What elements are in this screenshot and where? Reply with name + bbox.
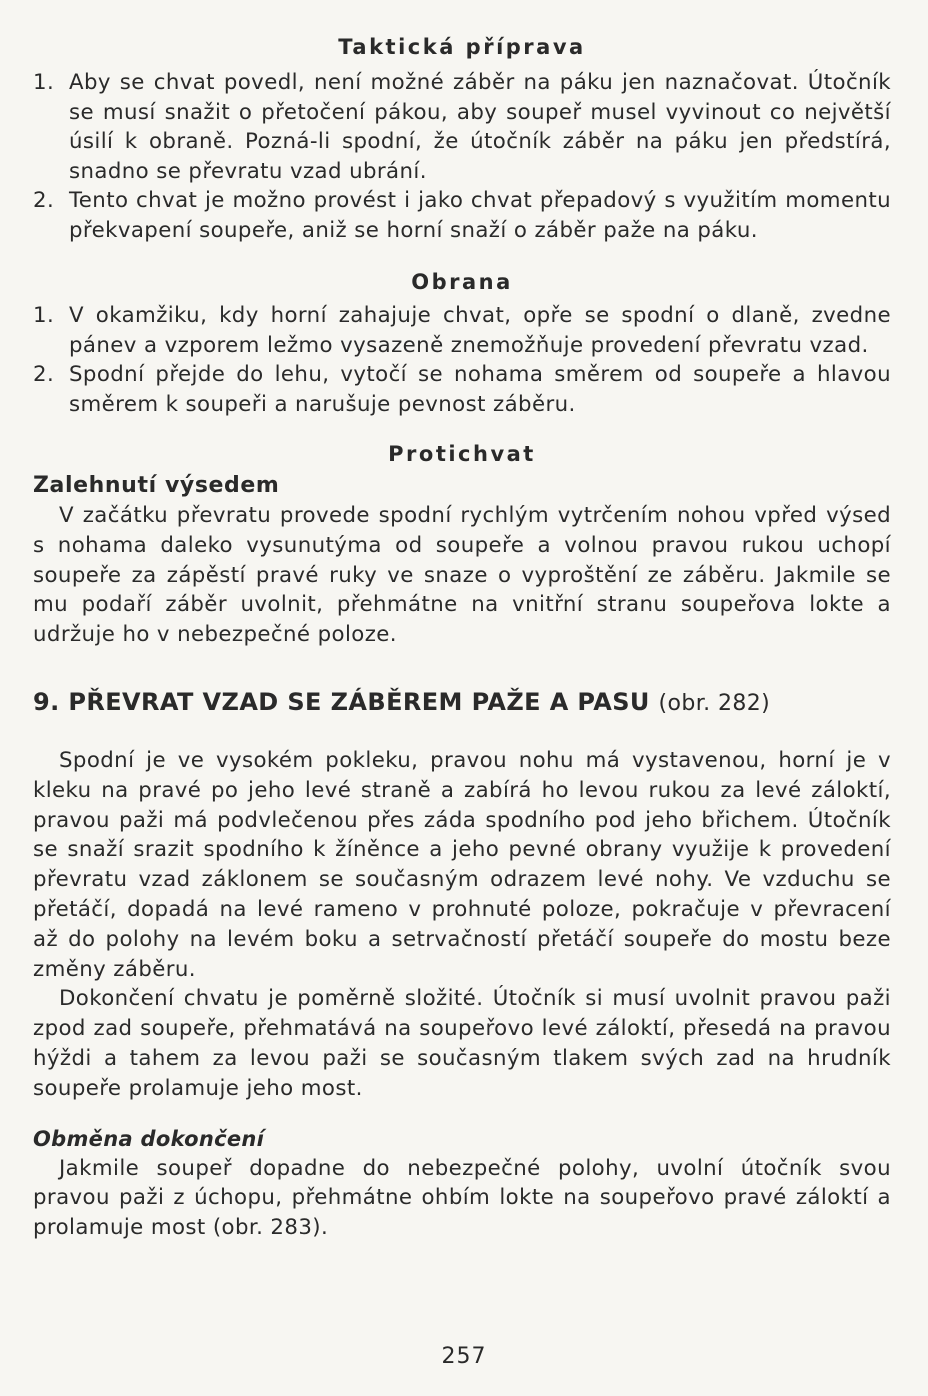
variation-paragraph: Jakmile soupeř dopadne do nebezpečné polohy, uvolní útočník svou pravou paži z úchopu, přehmátne ohbím lokte na soupeřovo pravé záloktí a prolamuje most (obr. 283). [33,1155,891,1241]
heading-takticka-priprava: Taktická příprava [338,35,586,59]
section-title-text: PŘEVRAT VZAD SE ZÁBĚREM PAŽE A PASU [68,687,650,716]
subheading-obmena-dokonceni: Obměna dokončení [33,1126,265,1151]
list-item-number: 1. [33,303,55,328]
protichvat-paragraph: V začátku převratu provede spodní rychlým vytrčením nohou vpřed výsed s nohama daleko vysunutýma od soupeře a volnou pravou rukou uchopí soupeře za zápěstí pravé ruky ve snaze o vyproštění ze záběru. Jakmile se mu podaří záběr uvolnit, přehmátne na vnitřní stranu soupeřova lokte a udržuje ho v nebezpečné poloze. [33,503,891,648]
heading-obrana: Obrana [411,270,513,294]
list-item-number: 2. [33,188,55,213]
section-title [33,686,891,720]
list-item-text: V okamžiku, kdy horní zahajuje chvat, opře se spodní o dlaně, zvedne pánev a vzporem ležmo vysazeně znemožňuje provedení převratu vzad. [69,303,891,358]
section-paragraph: Spodní je ve vysokém pokleku, pravou nohu má vystavenou, horní je v kleku na pravé po jeho levé straně a zabírá ho levou rukou za levé záloktí, pravou paži má podvlečenou přes záda spodního pod jeho břichem. Útočník se snaží srazit spodního k žíněnce a jeho pevné obrany využije k provedení převratu vzad záklonem se současným odrazem levé nohy. Ve vzduchu se přetáčí, dopadá na levé rameno v prohnuté poloze, pokračuje v převracení až do polohy na levém boku a setrvačností přetáčí soupeře do mostu beze změny záběru. [33,747,891,982]
subheading-zalehnuti-vysedem: Zalehnutí výsedem [33,473,280,498]
book-page [33,28,891,1243]
page-number: 257 [441,1344,487,1369]
list-item [33,301,891,360]
figure-reference: (obr. 282) [658,690,771,716]
section-paragraph: Dokončení chvatu je poměrně složité. Útočník si musí uvolnit pravou paži zpod zad soupeře, přehmatává na soupeřovo levé záloktí, přesedá na pravou hýždi a tahem za levou paži se současným tlakem svých zad na hrudník soupeře prolamuje jeho most. [33,986,891,1101]
obrana-list [33,301,891,419]
list-item-number: 2. [33,362,55,387]
list-item [33,68,891,186]
takticka-list [33,68,891,245]
list-item [33,360,891,419]
list-item-text: Tento chvat je možno provést i jako chvat přepadový s využitím momentu překvapení soupeře, aniž se horní snaží o záběr paže na páku. [69,188,891,243]
list-item [33,186,891,245]
heading-protichvat: Protichvat [388,442,536,466]
list-item-number: 1. [33,70,55,95]
list-item-text: Spodní přejde do lehu, vytočí se nohama směrem od soupeře a hlavou směrem k soupeři a narušuje pevnost záběru. [69,362,891,417]
list-item-text: Aby se chvat povedl, není možné záběr na páku jen naznačovat. Útočník se musí snažit o přetočení pákou, aby soupeř musel vyvinout co největší úsilí k obraně. Pozná-li spodní, že útočník záběr na páku jen předstírá, snadno se převratu vzad ubrání. [69,70,891,184]
section-number: 9. [33,687,60,716]
